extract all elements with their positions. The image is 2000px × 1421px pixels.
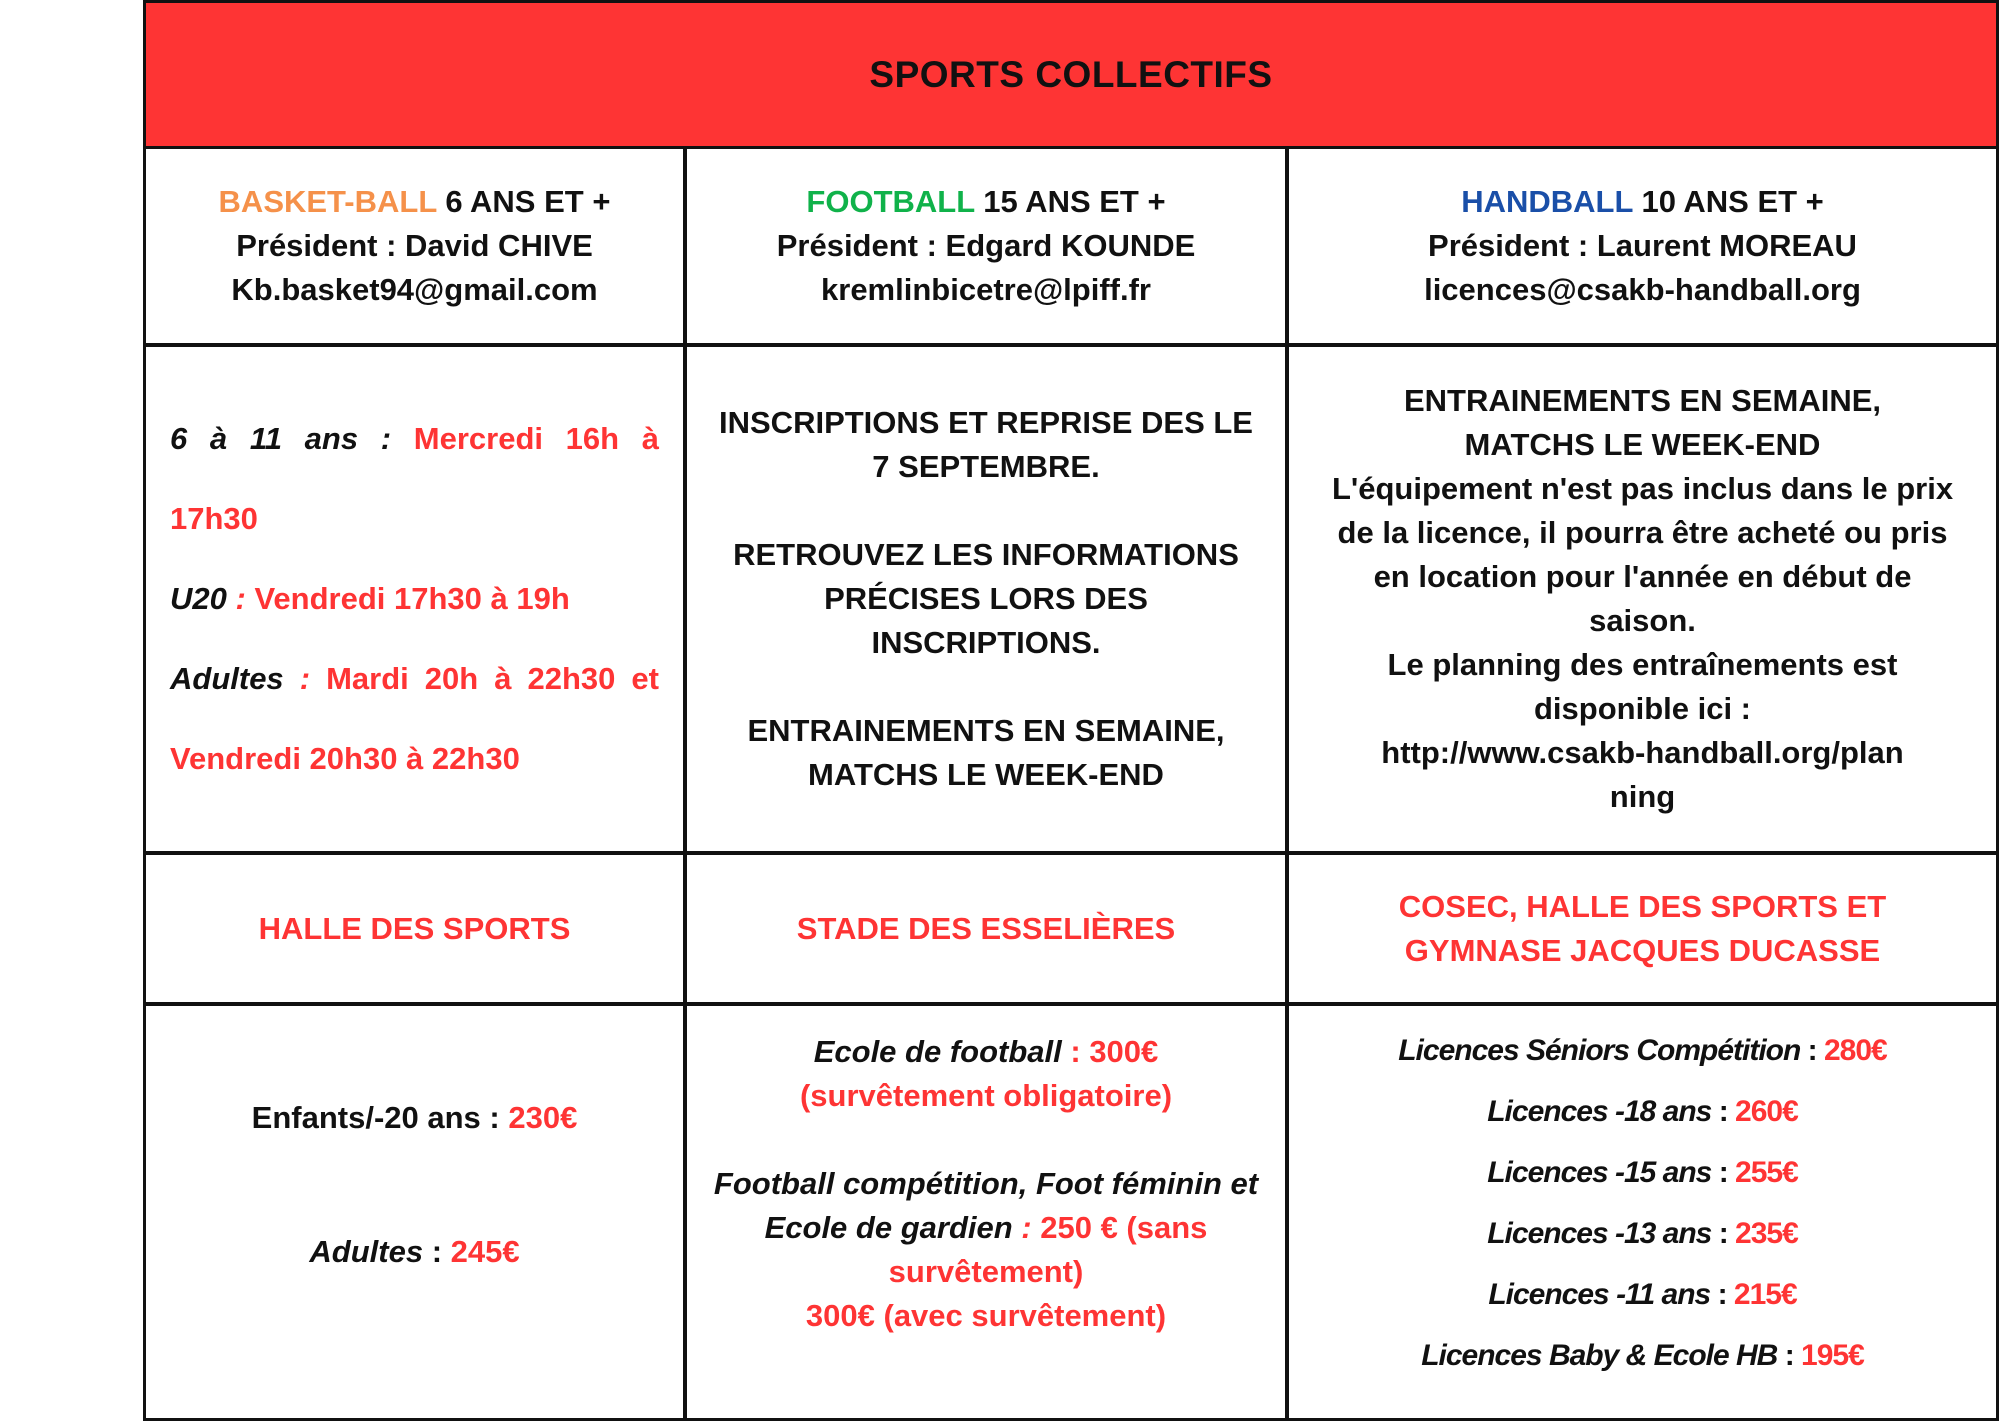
price-row xyxy=(1488,1264,1796,1325)
price-sep: : xyxy=(423,1234,451,1269)
schedule-row xyxy=(170,399,659,479)
handball-header-cell xyxy=(1289,149,1996,343)
price-sep: : xyxy=(1800,1034,1824,1067)
basket-header-cell xyxy=(146,149,683,343)
football-info-1: INSCRIPTIONS ET REPRISE DES LE 7 SEPTEMBRE. xyxy=(719,405,1253,484)
price-value: 280€ xyxy=(1824,1034,1887,1067)
basket-location: HALLE DES SPORTS xyxy=(258,910,571,946)
schedule-sep: : xyxy=(226,581,255,616)
price-row xyxy=(252,1096,578,1140)
basket-age: 6 ANS ET + xyxy=(445,184,611,219)
schedule-value-part: 17h30 xyxy=(170,501,258,536)
schedule-sep: : xyxy=(283,661,327,696)
football-location: STADE DES ESSELIÈRES xyxy=(796,910,1176,946)
schedule-value-part: Vendredi 20h30 à 22h30 xyxy=(170,741,520,776)
basket-schedule-cell xyxy=(146,347,683,851)
football-header-cell xyxy=(687,149,1285,343)
price-sep: : xyxy=(1711,1217,1736,1250)
handball-title-line xyxy=(1461,180,1824,224)
price-row xyxy=(1487,1081,1798,1142)
price-sep: : xyxy=(1710,1278,1734,1311)
price-label: Licences Séniors Compétition xyxy=(1398,1034,1801,1067)
title-banner xyxy=(146,3,1996,149)
handball-president: Président : Laurent MOREAU xyxy=(1428,228,1857,263)
price-sep: : xyxy=(1061,1034,1090,1069)
football-name: FOOTBALL xyxy=(806,184,975,219)
price-sep: : xyxy=(480,1100,509,1135)
handball-info-cell xyxy=(1289,347,1996,851)
handball-age: 10 ANS ET + xyxy=(1641,184,1824,219)
football-comp-row xyxy=(709,1162,1263,1294)
schedule-row-cont xyxy=(170,479,258,559)
football-info-cell xyxy=(687,347,1285,851)
price-value: 195€ xyxy=(1801,1339,1864,1372)
price-sep: : xyxy=(1012,1210,1041,1245)
price-label: Licences Baby & Ecole HB xyxy=(1421,1339,1778,1372)
price-label: Adultes xyxy=(309,1234,424,1269)
football-email[interactable]: kremlinbicetre@lpiff.fr xyxy=(821,272,1151,307)
handball-info-head: ENTRAINEMENTS EN SEMAINE, MATCHS LE WEEK-END xyxy=(1403,383,1882,462)
price-value: 250 € (sans survêtement) xyxy=(888,1210,1208,1289)
price-label: Licences -13 ans xyxy=(1487,1217,1712,1250)
schedule-row xyxy=(170,639,659,719)
schedule-sep: : xyxy=(358,421,414,456)
price-label: Licences -15 ans xyxy=(1487,1156,1712,1189)
price-value: 260€ xyxy=(1735,1095,1798,1128)
handball-location: COSEC, HALLE DES SPORTS ET GYMNASE JACQUES DUCASSE xyxy=(1398,888,1887,968)
price-row xyxy=(309,1230,519,1274)
basket-title-line xyxy=(219,180,611,224)
basket-location-cell xyxy=(146,855,683,1002)
handball-prices-cell xyxy=(1289,1006,1996,1418)
price-sep: : xyxy=(1777,1339,1802,1372)
football-age: 15 ANS ET + xyxy=(983,184,1166,219)
handball-email[interactable]: licences@csakb-handball.org xyxy=(1424,272,1861,307)
football-info-2: RETROUVEZ LES INFORMATIONS PRÉCISES LORS DES INSCRIPTIONS. xyxy=(733,537,1239,660)
football-title-line xyxy=(806,180,1165,224)
handball-location-cell xyxy=(1289,855,1996,1002)
price-value: 300€ xyxy=(1089,1034,1159,1069)
schedule-row-cont xyxy=(170,719,520,799)
price-row xyxy=(1487,1203,1798,1264)
price-label: Enfants/-20 ans xyxy=(251,1100,481,1135)
price-sep: : xyxy=(1711,1095,1736,1128)
price-row xyxy=(1421,1325,1864,1386)
schedule-label: Adultes xyxy=(170,661,284,696)
price-label: Licences -18 ans xyxy=(1487,1095,1712,1128)
handball-info-planning: Le planning des entraînements est disponible ici : xyxy=(1387,647,1898,726)
price-label: Ecole de football xyxy=(813,1034,1062,1069)
price-value: 255€ xyxy=(1735,1156,1798,1189)
page-title: SPORTS COLLECTIFS xyxy=(869,53,1273,95)
price-value: 215€ xyxy=(1733,1278,1797,1311)
handball-name: HANDBALL xyxy=(1461,184,1633,219)
football-comp-value2: 300€ (avec survêtement) xyxy=(805,1298,1167,1333)
price-value: 235€ xyxy=(1735,1217,1798,1250)
football-location-cell xyxy=(687,855,1285,1002)
football-info-3: ENTRAINEMENTS EN SEMAINE, MATCHS LE WEEK-END xyxy=(747,713,1225,792)
price-value: 245€ xyxy=(450,1234,520,1269)
football-prices-cell xyxy=(687,1006,1285,1418)
basket-president: Président : David CHIVE xyxy=(236,228,593,263)
price-value: 230€ xyxy=(508,1100,578,1135)
basket-prices-cell xyxy=(146,1006,683,1418)
schedule-label: U20 xyxy=(170,581,227,616)
basket-email[interactable]: Kb.basket94@gmail.com xyxy=(231,272,598,307)
basket-name: BASKET-BALL xyxy=(218,184,437,219)
handball-planning-link[interactable]: http://www.csakb-handball.org/planning xyxy=(1381,735,1904,814)
schedule-row xyxy=(170,559,570,639)
price-label: Licences -11 ans xyxy=(1488,1278,1711,1311)
price-sep: : xyxy=(1711,1156,1736,1189)
price-row xyxy=(1487,1142,1798,1203)
price-row xyxy=(1398,1020,1887,1081)
football-president: Président : Edgard KOUNDE xyxy=(776,228,1196,263)
sports-table xyxy=(143,0,1999,1421)
football-ecole-row xyxy=(814,1030,1159,1074)
handball-info-body: L'équipement n'est pas inclus dans le prix de la licence, il pourra être acheté ou pris en location pour l'année en début de saison. xyxy=(1331,471,1954,638)
schedule-label: 6 à 11 ans xyxy=(170,421,359,456)
schedule-value: Vendredi 17h30 à 19h xyxy=(254,581,570,616)
schedule-value-part: Mardi 20h à 22h30 et xyxy=(326,661,659,696)
schedule-value-part: Mercredi 16h à xyxy=(413,421,659,456)
price-label: Football compétition, Foot féminin et Ecole de gardien xyxy=(713,1166,1259,1245)
football-ecole-note: (survêtement obligatoire) xyxy=(799,1078,1173,1113)
